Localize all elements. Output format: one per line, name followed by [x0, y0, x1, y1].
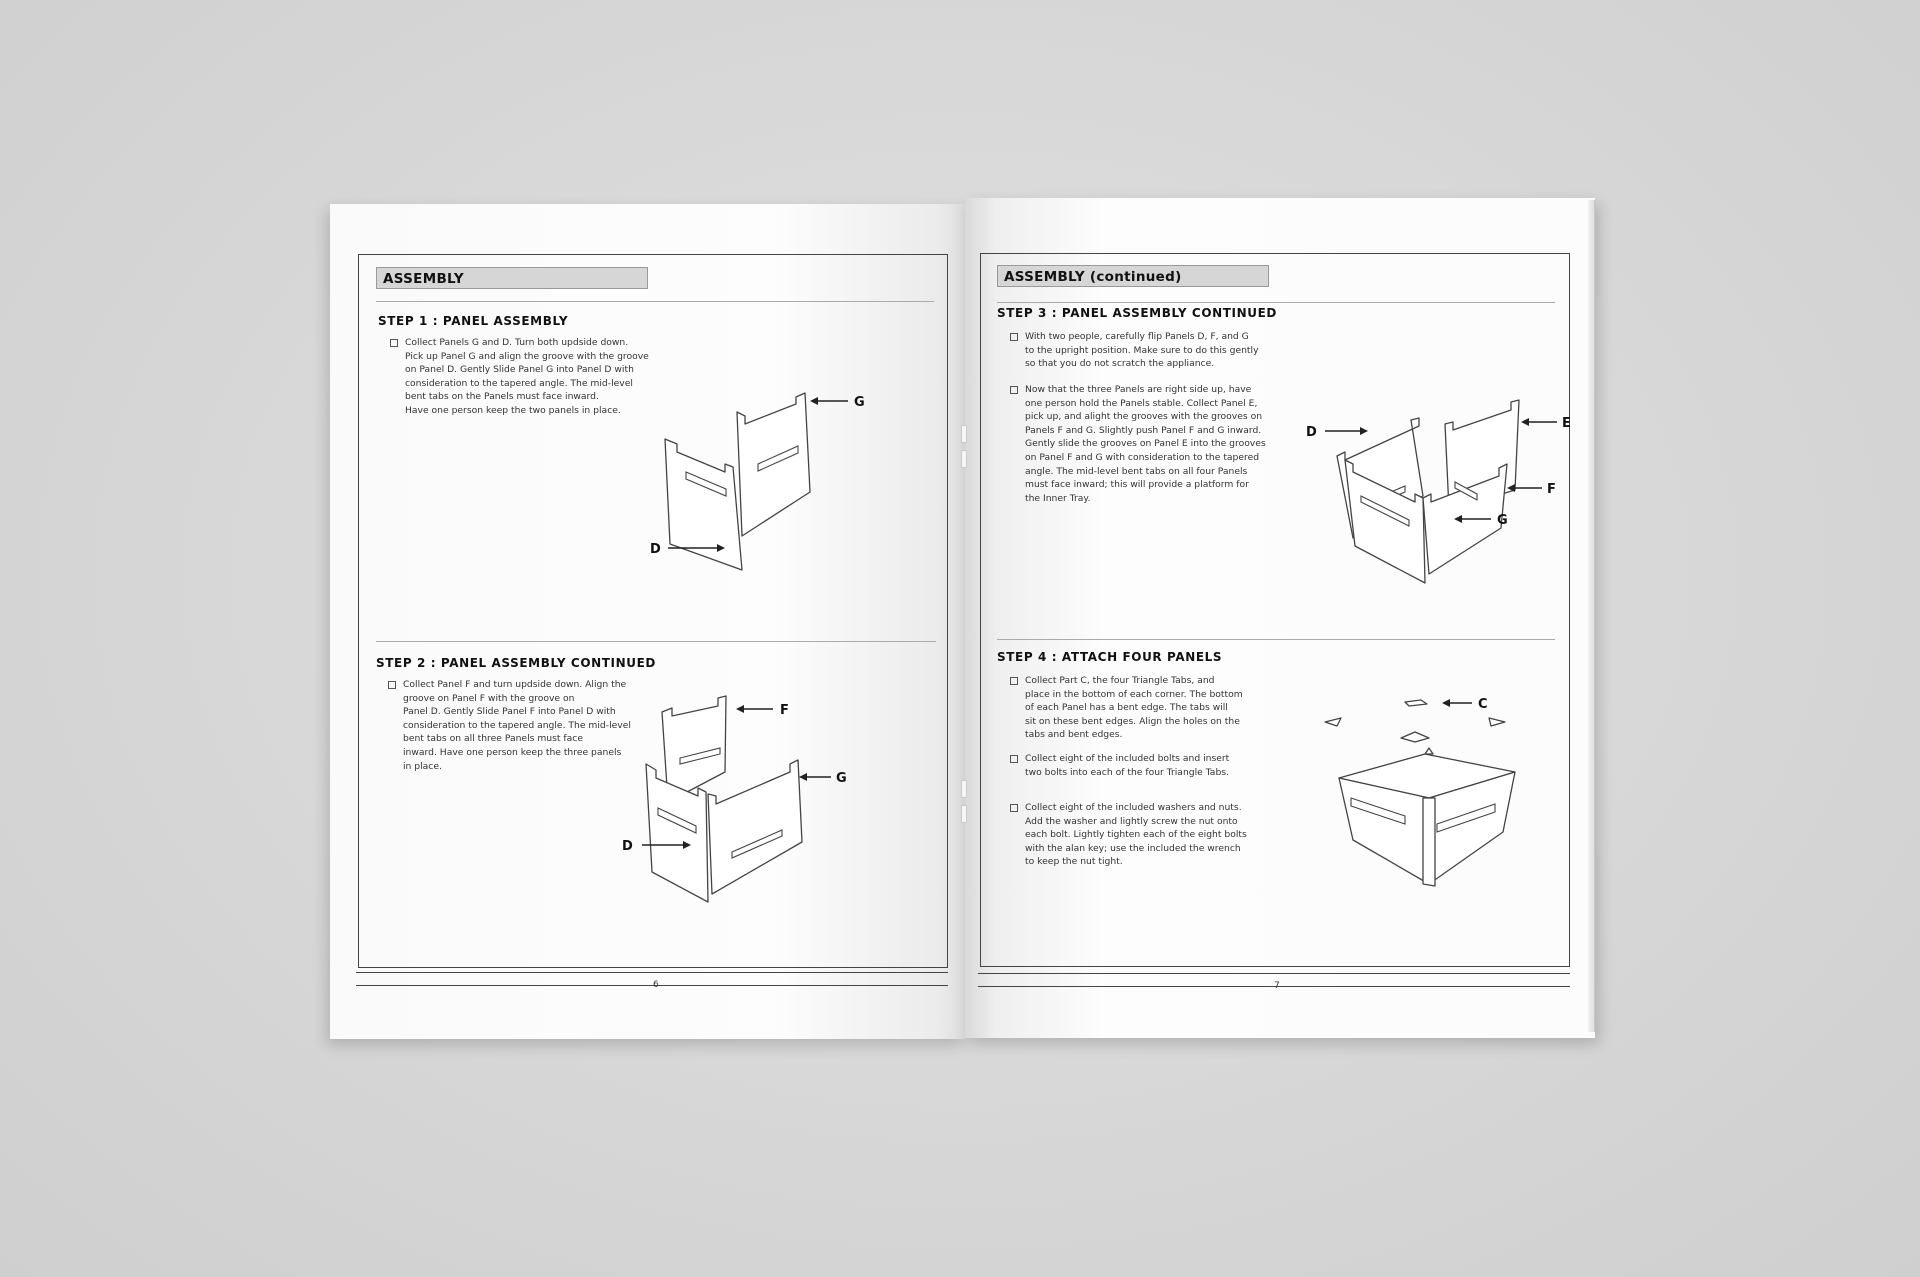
- label-g: G: [854, 395, 865, 410]
- left-page-footer: [356, 972, 948, 986]
- section-heading-assembly-continued: ASSEMBLY (continued): [997, 265, 1269, 287]
- step-4-text-1: Collect Part C, the four Triangle Tabs, and place in the bottom of each corner. The bottom of each Panel has a bent edge. The tabs will sit on these bent edges. Align the holes on the tabs and bent edges.: [1025, 675, 1243, 741]
- step-3-title: STEP 3 : PANEL ASSEMBLY CONTINUED: [997, 306, 1277, 320]
- step-3-text-2: Now that the three Panels are right side up, have one person hold the Panels stable. Collect Panel E, pick up, and alight the grooves with the grooves on Panels F and G. Slightly push Panel F and G inward. Gently slide the grooves on Panel E into the grooves on Panel F and G with consideration to the tapered angle. The mid-level bent tabs on all four Panels must face inward; this will provide a platform for the Inner Tray.: [1025, 384, 1266, 504]
- header-rule: [997, 302, 1555, 303]
- step-4-bullet-2: [1010, 752, 1229, 779]
- label-g: G: [1497, 513, 1508, 528]
- label-d: D: [622, 839, 633, 854]
- left-page-number: 6: [653, 980, 659, 990]
- arrow-c-head: [1442, 699, 1450, 707]
- panel-g-illustration: [737, 393, 810, 536]
- step-1-bullet: [390, 336, 649, 418]
- step-2-text: Collect Panel F and turn updside down. Align the groove on Panel F with the groove on Panel D. Gently Slide Panel F into Panel D with consideration to the tapered angle. The mid-level bent tabs on all three Panels must face inward. Have one person keep the three panels in place.: [403, 679, 631, 772]
- label-f: F: [780, 703, 789, 718]
- arrow-d-head: [1360, 427, 1368, 435]
- step-3-diagram: [1305, 378, 1575, 578]
- page-stack-edge: [1588, 200, 1595, 1032]
- arrow-f-head: [736, 705, 744, 713]
- panel-g-illustration: [708, 760, 802, 894]
- right-page: [965, 198, 1595, 1038]
- step-1-text: Collect Panels G and D. Turn both updside down. Pick up Panel G and align the groove with the groove on Panel D. Gently Slide Panel G into Panel D with consideration to the tapered angle. The mid-level bent tabs on the Panels must face inward. Have one person keep the two panels in place.: [405, 337, 649, 416]
- step-1-diagram: [650, 384, 940, 584]
- step-2-bullet: [388, 678, 631, 773]
- label-d: D: [1306, 425, 1317, 440]
- label-c: C: [1478, 697, 1488, 712]
- label-e: E: [1562, 416, 1571, 431]
- step-3-text-1: With two people, carefully flip Panels D, F, and G to the upright position. Make sure to do this gently so that you do not scratch the appliance.: [1025, 331, 1259, 370]
- bullet-checkbox-icon: [1010, 804, 1018, 812]
- step-3-bullet-1: [1010, 330, 1259, 371]
- step-4-text-2: Collect eight of the included bolts and insert two bolts into each of the four Triangle Tabs.: [1025, 753, 1230, 778]
- binding-staple: [961, 450, 967, 468]
- step-4-text-3: Collect eight of the included washers and nuts. Add the washer and lightly screw the nut onto each bolt. Lightly tighten each of the eight bolts with the alan key; use the included the wrench to keep the nut tight.: [1025, 802, 1247, 868]
- right-page-number: 7: [1274, 981, 1280, 991]
- panel-d-illustration: [665, 439, 742, 570]
- step-1-title: STEP 1 : PANEL ASSEMBLY: [378, 314, 569, 328]
- bullet-checkbox-icon: [1010, 333, 1018, 341]
- assembled-box-illustration: [1339, 748, 1515, 886]
- label-f: F: [1547, 482, 1556, 497]
- step-4-diagram: [1325, 688, 1565, 888]
- step-3-bullet-2: [1010, 383, 1266, 505]
- step-4-title: STEP 4 : ATTACH FOUR PANELS: [997, 650, 1223, 664]
- label-d: D: [650, 542, 661, 557]
- label-g: G: [836, 771, 847, 786]
- bullet-checkbox-icon: [388, 681, 396, 689]
- left-page: [330, 204, 965, 1039]
- arrow-e-head: [1521, 418, 1529, 426]
- section-heading-assembly: ASSEMBLY: [376, 267, 648, 289]
- binding-staple: [961, 780, 967, 798]
- step-2-diagram: [622, 684, 942, 914]
- step-2-title: STEP 2 : PANEL ASSEMBLY CONTINUED: [376, 656, 656, 670]
- bullet-checkbox-icon: [1010, 755, 1018, 763]
- bullet-checkbox-icon: [1010, 386, 1018, 394]
- binding-staple: [961, 805, 967, 823]
- step-4-bullet-1: [1010, 674, 1243, 742]
- arrow-g-head: [810, 397, 818, 405]
- step-divider: [997, 639, 1555, 640]
- binding-staple: [961, 425, 967, 443]
- bullet-checkbox-icon: [1010, 677, 1018, 685]
- step-4-bullet-3: [1010, 801, 1247, 869]
- arrow-g-head: [799, 773, 807, 781]
- step-divider: [376, 641, 936, 642]
- header-rule: [376, 301, 934, 302]
- bullet-checkbox-icon: [390, 339, 398, 347]
